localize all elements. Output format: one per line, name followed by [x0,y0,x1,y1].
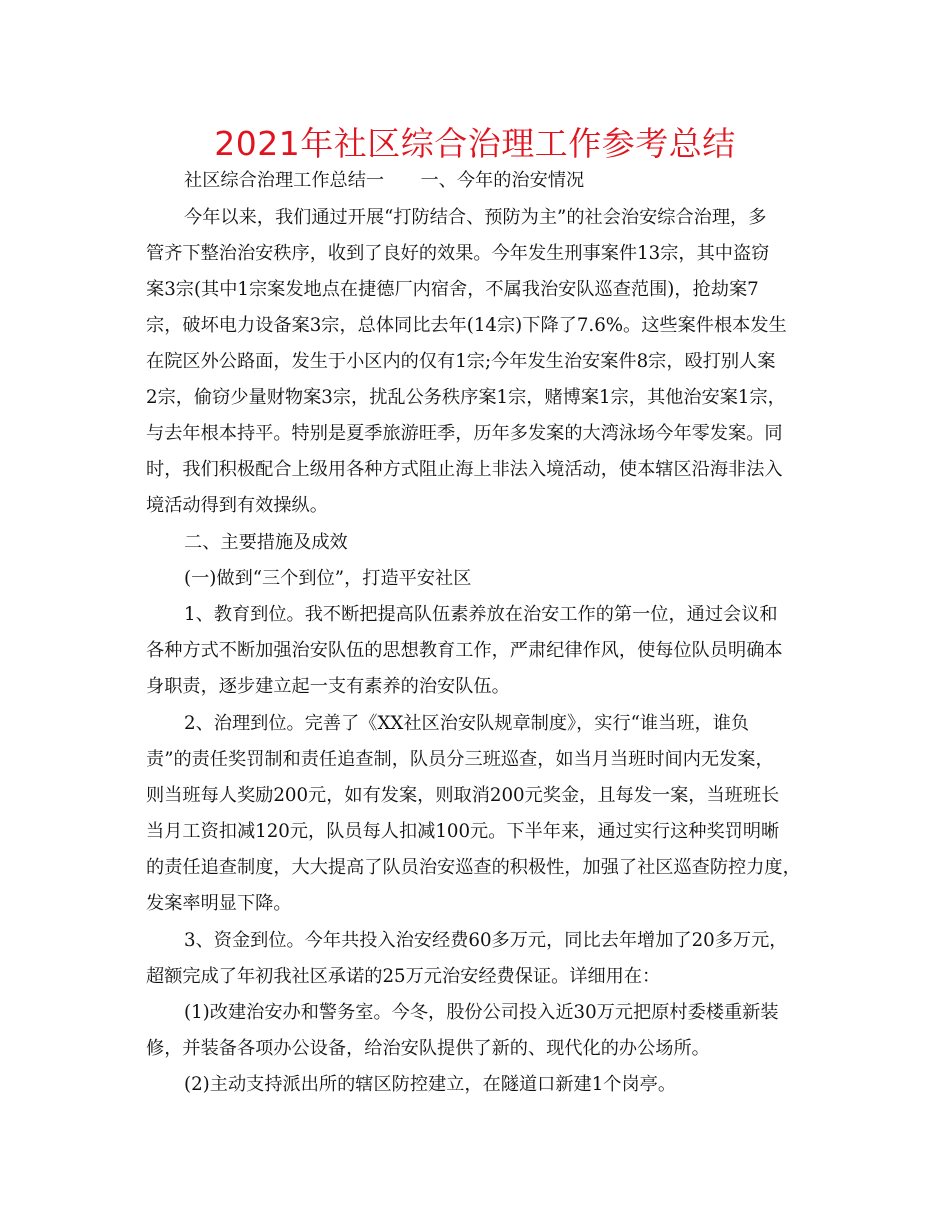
body-line: 2、治理到位。完善了《XX社区治安队规章制度》，实行“谁当班，谁负 [184,713,750,734]
body-line: 3、资金到位。今年共投入治安经费60多万元，同比去年增加了20多万元， [184,930,788,951]
body-line: 宗，破坏电力设备案3宗，总体同比去年(14宗)下降了7.6%。这些案件根本发生 [146,315,787,336]
body-line: 发案率明显下降。 [146,893,292,914]
body-line: 案3宗(其中1宗案发地点在捷德厂内宿舍，不属我治安队巡查范围)，抢劫案7 [146,279,759,300]
body-line: 时，我们积极配合上级用各种方式阻止海上非法入境活动，使本辖区沿海非法入 [146,459,783,480]
body-line: 管齐下整治治安秩序，收到了良好的效果。今年发生刑事案件13宗，其中盗窃 [146,243,770,264]
document-title: 2021年社区综合治理工作参考总结 [214,124,736,163]
body-line: 今年以来，我们通过开展“打防结合、预防为主”的社会治安综合治理，多 [184,207,767,228]
body-line: 2宗，偷窃少量财物案3宗，扰乱公务秩序案1宗，赌博案1宗，其他治安案1宗， [146,387,786,408]
body-line: 的责任追查制度，大大提高了队员治安巡查的积极性，加强了社区巡查防控力度， [146,857,801,878]
body-line: 社区综合治理工作总结一 一、今年的治安情况 [184,170,585,191]
body-line: 责”的责任奖罚制和责任追查制，队员分三班巡查，如当月当班时间内无发案， [146,749,774,770]
body-line: 在院区外公路面，发生于小区内的仅有1宗;今年发生治安案件8宗，殴打别人案 [146,351,776,372]
body-line: 1、教育到位。我不断把提高队伍素养放在治安工作的第一位，通过会议和 [184,604,778,625]
subsection-heading: (一)做到“三个到位”，打造平安社区 [184,568,472,589]
body-line: 身职责，逐步建立起一支有素养的治安队伍。 [146,676,510,697]
body-line: (2)主动支持派出所的辖区防控建立，在隧道口新建1个岗亭。 [184,1074,677,1095]
body-line: 则当班每人奖励200元，如有发案，则取消200元奖金，且每发一案，当班班长 [146,785,780,806]
body-line: 境活动得到有效操纵。 [146,495,328,516]
body-line: 与去年根本持平。特别是夏季旅游旺季，历年多发案的大湾泳场今年零发案。同 [146,423,783,444]
body-line: 超额完成了年初我社区承诺的25万元治安经费保证。详细用在： [146,966,661,987]
body-line: (1)改建治安办和警务室。今冬，股份公司投入近30万元把原村委楼重新装 [184,1002,779,1023]
body-line: 当月工资扣减120元，队员每人扣减100元。下半年来，通过实行这种奖罚明晰 [146,821,780,842]
section-heading: 二、主要措施及成效 [184,532,348,553]
body-line: 各种方式不断加强治安队伍的思想教育工作，严肃纪律作风，使每位队员明确本 [146,640,783,661]
body-line: 修，并装备各项办公设备，给治安队提供了新的、现代化的办公场所。 [146,1038,710,1059]
